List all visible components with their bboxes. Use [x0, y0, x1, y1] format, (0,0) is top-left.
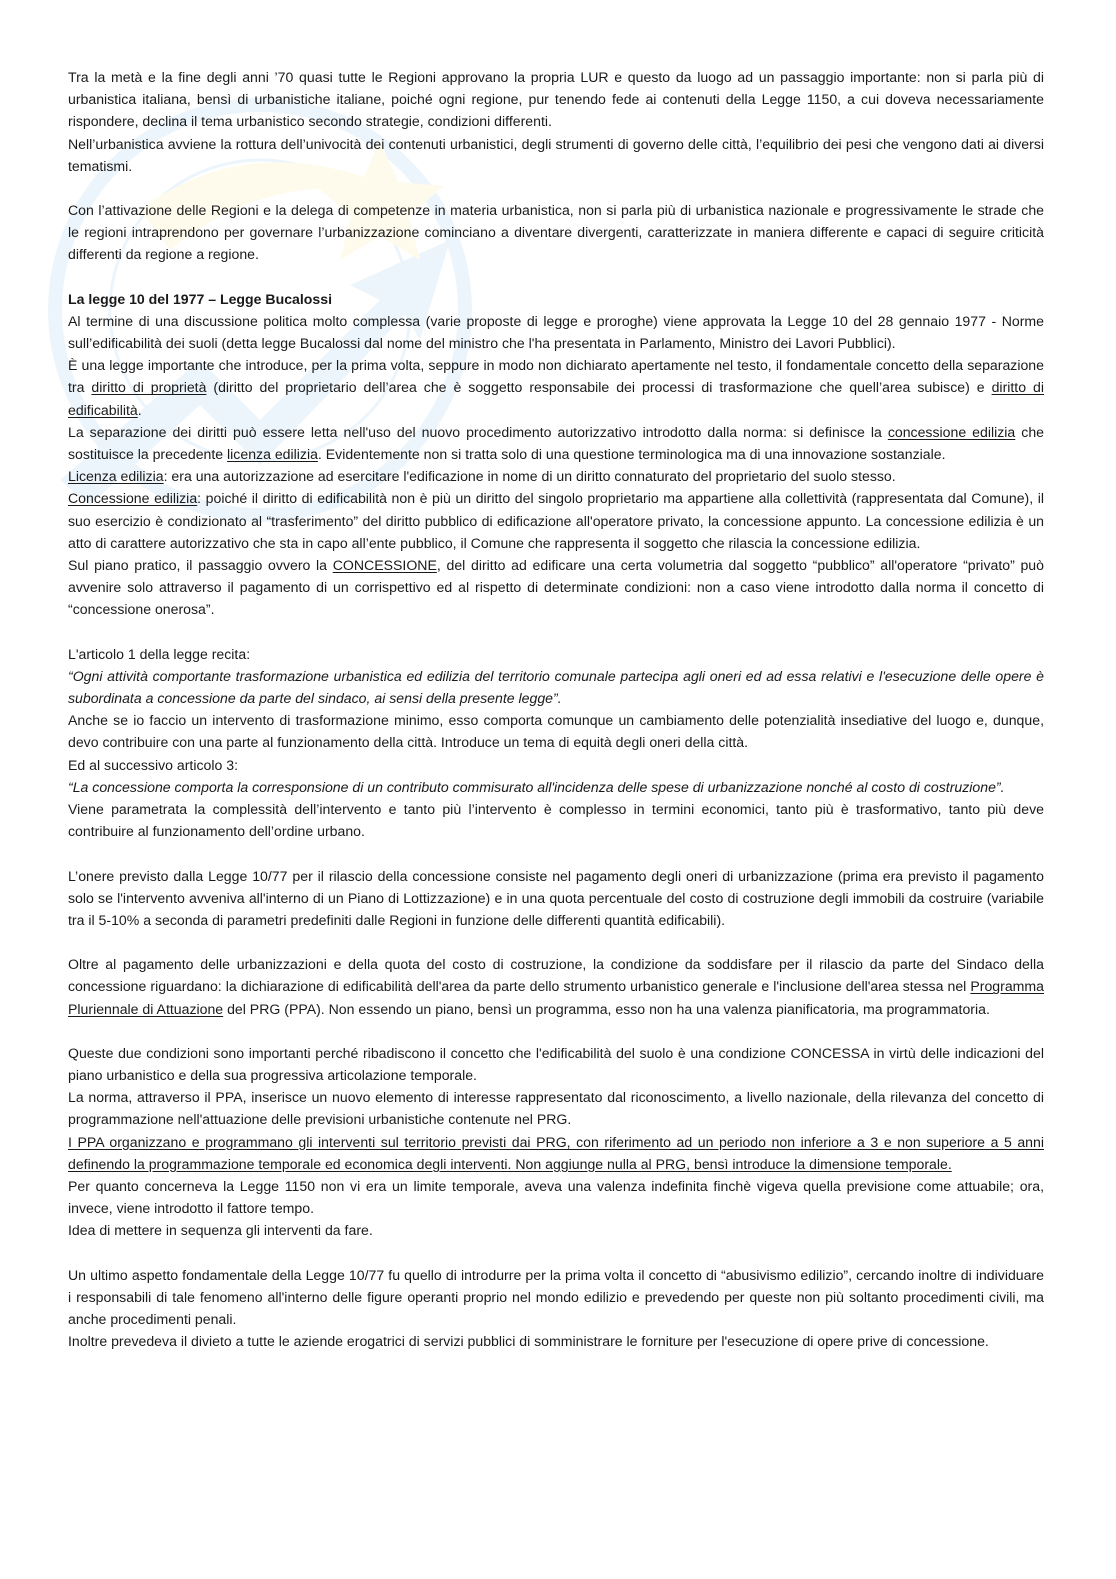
text-span: che sostituisce la precedente [68, 423, 1045, 463]
paragraph-licenza-definizione [68, 465, 1044, 487]
paragraph-procedimento [68, 421, 1044, 465]
term-diritto-proprieta: diritto di proprietà [91, 379, 207, 396]
text-span: Sul piano pratico, il passaggio ovvero la [68, 557, 333, 574]
quote-articolo-3: “La concessione comporta la corresponsione di un contributo commisurato all'incidenza delle spese di urbanizzazione nonché al costo di costruzione”. [68, 778, 1005, 795]
paragraph-ppa-definizione: I PPA organizzano e programmano gli interventi sul territorio previsti dai PRG, con riferimento ad un periodo non inferiore a 3 e non superiore a 5 anni definendo la programmazione temporale ed economica degli interventi. Non aggiunge nulla al PRG, bensì introduce la dimensione temporale. [68, 1133, 1044, 1172]
text-span: : poiché il diritto di edificabilità non è più un diritto del singolo proprietario ma appartiene alla collettività (rappresentata dal Comune), il suo esercizio è condizionato al “trasferimento” del diritto pubblico di edificazione all'operatore privato, la concessione appunto. La concessione edilizia è un atto di carattere autorizzativo che sta in capo all’ente pubblico, il Comune che rappresenta il soggetto che rilascia la concessione edilizia. [68, 490, 1044, 551]
section-heading: La legge 10 del 1977 – Legge Bucalossi [68, 290, 332, 307]
paragraph-intro: Tra la metà e la fine degli anni ’70 quasi tutte le Regioni approvano la propria LUR e questo da luogo ad un passaggio importante: non si parla più di urbanistica italiana, bensì di urbanistiche italiane, poiché ogni regione, pur tenendo fede ai contenuti della Legge 1150, a cui doveva necessariamente rispondere, declina il tema urbanistico secondo strategie, condizioni differenti. [68, 69, 1044, 130]
paragraph-programmazione: La norma, attraverso il PPA, inserisce un nuovo elemento di interesse rappresentato dal riconoscimento, a livello nazionale, della rilevanza del concetto di programmazione nell'attuazione delle previsioni urbanistiche contenute nel PRG. [68, 1089, 1044, 1128]
text-span: È una legge importante che introduce, per la prima volta, seppure in modo non dichiarato apertamente nel testo, il fondamentale concetto della separazione tra [68, 357, 1044, 396]
paragraph-articolo-1: L'articolo 1 della legge recita: [68, 645, 251, 662]
term-concessione-caps: CONCESSIONE [332, 557, 437, 574]
text-span: . Evidentemente non si tratta solo di una questione terminologica ma di una innovazione sostanziale. [317, 446, 946, 463]
paragraph-regioni: Con l’attivazione delle Regioni e la delega di competenze in materia urbanistica, non si parla più di urbanistica nazionale e progressivamente le strade che le regioni intraprendono per governare l’urbanizzazione cominciano a diventare divergenti, caratterizzate in maniera differente e capaci di seguire criticità differenti da regione a regione. [68, 202, 1044, 263]
paragraph-approvazione: Al termine di una discussione politica molto complessa (varie proposte di legge e proroghe) viene approvata la Legge 10 del 28 gennaio 1977 - Norme sull’edificabilità dei suoli (detta legge Bucalossi dal nome del ministro che l'ha presentata in Parlamento, Ministro dei Lavori Pubblici). [68, 312, 1044, 352]
paragraph-divieto: Inoltre prevedeva il divieto a tutte le aziende erogatrici di servizi pubblici di somministrare le forniture per l'esecuzione di opere prive di concessione. [68, 1333, 989, 1350]
term-licenza-edilizia: licenza edilizia [227, 446, 318, 463]
text-span: La separazione dei diritti può essere letta nell'uso del nuovo procedimento autorizzativo introdotto dalla norma: si definisce la [68, 423, 888, 440]
paragraph-separazione [68, 354, 1044, 421]
paragraph-fattore-tempo: Per quanto concerneva la Legge 1150 non vi era un limite temporale, aveva una valenza indefinita finchè vigeva quella previsione come attuabile; ora, invece, viene introdotto il fattore tempo. [68, 1177, 1044, 1217]
term-ppa: Programma Pluriennale di Attuazione [68, 978, 1044, 1017]
term-diritto-edificabilita: diritto di edificabilità [68, 379, 1044, 418]
paragraph-parametrata: Viene parametrata la complessità dell’intervento e tanto più l’intervento è complesso in termini economici, tanto più è trasformativo, tanto più deve contribuire al funzionamento dell’ordine urbano. [68, 801, 1044, 840]
paragraph-univocita: Nell’urbanistica avviene la rottura dell’univocità dei contenuti urbanistici, degli strumenti di governo delle città, l’equilibrio dei pesi che vengono dati ai diversi tematismi. [68, 135, 1044, 174]
paragraph-onere: L’onere previsto dalla Legge 10/77 per il rilascio della concessione consiste nel pagamento degli oneri di urbanizzazione (prima era previsto il pagamento solo se l'intervento avveniva all'interno di un Piano di Lottizzazione) e in una quota percentuale del costo di costruzione degli immobili da costruire (variabile tra il 5-10% a seconda di parametri predefiniti dalle Regioni in funzione delle differenti quantità edificabili). [68, 867, 1044, 928]
text-span: . [137, 401, 142, 418]
paragraph-abusivismo: Un ultimo aspetto fondamentale della Legge 10/77 fu quello di introdurre per la prima volta il concetto di “abusivismo edilizio”, cercando inoltre di individuare i responsabili di tale fenomeno all'interno delle figure operanti proprio nel mondo edilizio e prevedendo per queste non più soltanto procedimenti civili, ma anche procedimenti penali. [68, 1266, 1044, 1327]
paragraph-articolo-3: Ed al successivo articolo 3: [68, 756, 238, 773]
paragraph-trasformazione: Anche se io faccio un intervento di trasformazione minimo, esso comporta comunque un cambiamento delle potenzialità insediative del luogo e, dunque, devo contribuire con una parte al funzionamento della città. Introduce un tema di equità degli oneri della città. [68, 712, 1044, 751]
paragraph-condizioni [68, 953, 1044, 1020]
paragraph-concessione-definizione [68, 487, 1044, 554]
paragraph-concessa: Queste due condizioni sono importanti perché ribadiscono il concetto che l'edificabilità del suolo è una condizione CONCESSA in virtù delle indicazioni del piano urbanistico e della sua progressiva articolazione temporale. [68, 1044, 1044, 1083]
document-body [68, 66, 1044, 1352]
paragraph-piano-pratico [68, 554, 1044, 621]
text-span: del PRG (PPA). Non essendo un piano, bensì un programma, esso non ha una valenza pianificatoria, ma programmatoria. [223, 1000, 990, 1017]
term-concessione-edilizia: concessione edilizia [887, 423, 1016, 440]
text-span: Oltre al pagamento delle urbanizzazioni e della quota del costo di costruzione, la condizione da soddisfare per il rilascio da parte del Sindaco della concessione riguardano: la dichiarazione di edificabilità dell'area da parte dello strumento urbanistico generale e l'inclusione dell'area stessa nel [68, 956, 1044, 995]
text-span: (diritto del proprietario dell’area che è soggetto responsabile dei processi di trasformazione che quell’area subisce) e [206, 379, 992, 396]
term-licenza: Licenza edilizia [68, 468, 164, 485]
text-span: : era una autorizzazione ad esercitare l'edificazione in nome di un diritto connaturato del proprietario del suolo stesso. [163, 468, 896, 485]
paragraph-sequenza: Idea di mettere in sequenza gli interventi da fare. [68, 1222, 373, 1239]
term-concessione: Concessione edilizia [68, 490, 198, 507]
quote-articolo-1: “Ogni attività comportante trasformazione urbanistica ed edilizia del territorio comunale partecipa agli oneri ed ad essa relativi e l'esecuzione delle opere è subordinata a concessione da parte del sindaco, ai sensi della presente legge”. [68, 667, 1044, 707]
text-span: , del diritto ad edificare una certa volumetria dal soggetto “pubblico” all'operatore “privato” può avvenire solo attraverso il pagamento di un corrispettivo ed al rispetto di determinate condizioni: non a caso viene introdotto dalla norma il concetto di “concessione onerosa”. [68, 557, 1044, 618]
